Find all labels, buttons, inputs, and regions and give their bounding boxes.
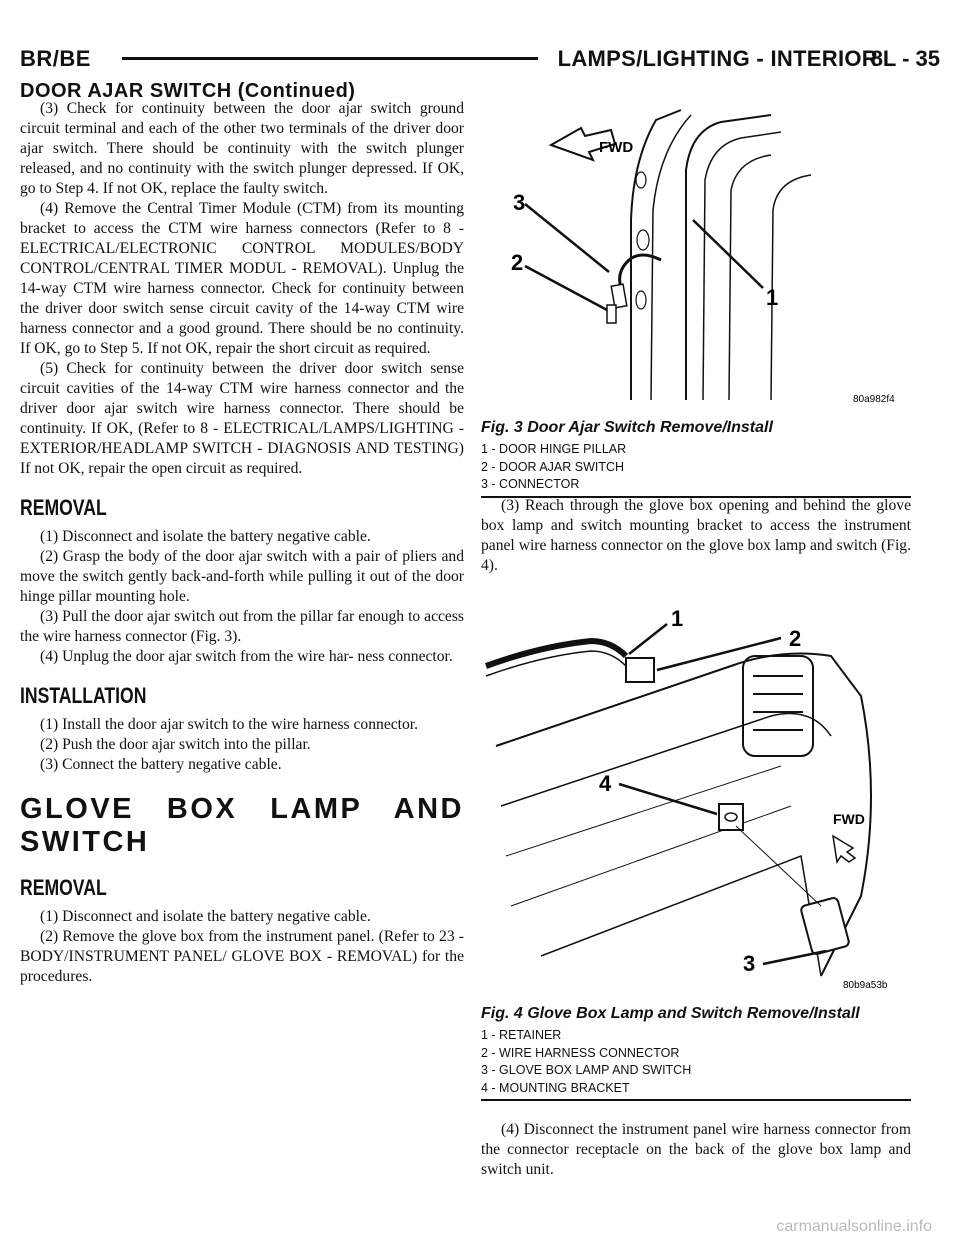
figure-3-caption: Fig. 3 Door Ajar Switch Remove/Install [481, 419, 773, 436]
removal-step: (3) Pull the door ajar switch out from the pillar far enough to access the wire harness connector (Fig. 3). [20, 608, 464, 645]
installation-heading: INSTALLATION [20, 683, 147, 708]
mounting-bracket-shape [719, 804, 743, 830]
callout-label: 2 [511, 250, 524, 275]
fwd-arrow-icon [833, 836, 855, 862]
callout-arrow [657, 638, 781, 670]
installation-step: (3) Connect the battery negative cable. [40, 756, 282, 773]
harness-connector-shape [626, 658, 654, 682]
door-ajar-switch-illustration [481, 100, 911, 410]
removal-step: (2) Remove the glove box from the instrument panel. (Refer to 23 - BODY/INSTRUMENT PANEL/ GLOVE BOX - REMOVAL) for the procedures. [20, 928, 464, 985]
figure-code: 80b9a53b [843, 980, 888, 991]
figure-4-legend [481, 1027, 911, 1097]
wire-harness [486, 651, 626, 676]
hole [637, 230, 649, 250]
dash-edge [511, 806, 791, 906]
figure-4 [481, 596, 911, 1101]
alignment-line [736, 826, 821, 906]
header-model: BR/BE [20, 46, 91, 71]
glove-box-illustration [481, 596, 911, 996]
page-number: 8L - 35 [870, 46, 940, 71]
figure-code: 80a982f4 [853, 394, 895, 405]
fwd-label: FWD [599, 139, 634, 156]
legend-item: 3 - GLOVE BOX LAMP AND SWITCH [481, 1063, 692, 1077]
callout-label: 2 [789, 626, 802, 651]
section-title: GLOVE BOX LAMP AND SWITCH [20, 793, 464, 858]
callout-label: 3 [513, 190, 526, 215]
callout-label: 1 [766, 285, 779, 310]
legend-item: 1 - RETAINER [481, 1028, 562, 1042]
legend-item: 4 - MOUNTING BRACKET [481, 1080, 630, 1095]
paragraph: (4) Disconnect the instrument panel wire harness connector from the connector receptacle on the back of the glove box lamp and switch unit. [481, 1121, 911, 1178]
removal-heading-2: REMOVAL [20, 875, 107, 900]
header-section: LAMPS/LIGHTING - INTERIOR [557, 46, 878, 71]
callout-arrow [629, 624, 667, 654]
glove-box-switch-shape [800, 897, 850, 955]
callout-label: 4 [599, 771, 612, 796]
legend-item: 2 - DOOR AJAR SWITCH [481, 459, 625, 474]
paragraph: (4) Remove the Central Timer Module (CTM) from its mounting bracket to access the CTM wire harness connectors (Refer to 8 - ELECTRICAL/ELECTRONIC CONTROL MODULES/BODY CONTROL/CENTRAL TIMER MODUL - REMOVAL). Unplug the 14-way CTM wire harness connector. Check for continuity between the driver door switch sense circuit cavity of the 14-way CTM wire harness connector and a good ground. There should be no continuity. If OK, go to Step 5. If not OK, repair the short circuit as required. [20, 200, 464, 357]
callout-label: 3 [743, 951, 756, 976]
left-column [20, 99, 464, 987]
right-column-text-2 [481, 1120, 911, 1180]
hole [636, 291, 646, 309]
switch-shape [607, 305, 616, 323]
glove-box-opening [541, 856, 821, 976]
installation-step: (2) Push the door ajar switch into the pillar. [40, 736, 311, 753]
callout-arrow [763, 951, 826, 964]
removal-step: (4) Unplug the door ajar switch from the wire har- ness connector. [40, 648, 453, 665]
watermark: carmanualsonline.info [776, 1218, 932, 1235]
legend-item: 1 - DOOR HINGE PILLAR [481, 442, 627, 456]
continued-title: DOOR AJAR SWITCH (Continued) [20, 80, 356, 102]
figure-3-legend [481, 441, 911, 494]
paragraph: (5) Check for continuity between the driver door switch sense circuit cavities of the 14-way CTM wire harness connector and the driver door ajar switch wire harness connector. There should be continuity. If OK, (Refer to 8 - ELECTRICAL/LAMPS/LIGHTING - EXTERIOR/HEADLAMP SWITCH - DIAGNOSIS AND TESTING) If not OK, repair the open circuit as required. [20, 360, 464, 477]
header-rule [122, 57, 538, 60]
hole [636, 172, 646, 188]
callout-arrow [525, 266, 607, 310]
wire-harness [620, 255, 661, 288]
removal-heading: REMOVAL [20, 495, 107, 520]
figure-4-caption: Fig. 4 Glove Box Lamp and Switch Remove/Install [481, 1005, 860, 1022]
paragraph: (3) Check for continuity between the door ajar switch ground circuit terminal and each of the other two terminals of the driver door ajar switch. There should be continuity with the switch plunger released, and no continuity with the switch plunger depressed. If OK, go to Step 4. If not OK, replace the faulty switch. [20, 100, 464, 197]
removal-step: (1) Disconnect and isolate the battery negative cable. [40, 528, 371, 545]
removal-step: (2) Grasp the body of the door ajar switch with a pair of pliers and move the switch gently back-and-forth while pulling it out of the door hinge pillar mounting hole. [20, 548, 464, 605]
callout-arrow [619, 784, 717, 814]
figure-3 [481, 100, 911, 498]
installation-step: (1) Install the door ajar switch to the wire harness connector. [40, 716, 419, 733]
figure-rule [481, 1099, 911, 1101]
removal-step: (1) Disconnect and isolate the battery negative cable. [40, 908, 371, 925]
fwd-label: FWD [833, 811, 865, 827]
legend-item: 2 - WIRE HARNESS CONNECTOR [481, 1045, 680, 1060]
right-column-text-1 [481, 496, 911, 576]
paragraph: (3) Reach through the glove box opening and behind the glove box lamp and switch mounting bracket to access the instrument panel wire harness connector on the glove box lamp and switch (Fig. 4). [481, 497, 911, 574]
callout-arrow [525, 204, 609, 272]
seal-edge [729, 155, 771, 400]
vent-outline [743, 656, 813, 756]
callout-label: 1 [671, 606, 684, 631]
legend-item: 3 - CONNECTOR [481, 477, 580, 491]
